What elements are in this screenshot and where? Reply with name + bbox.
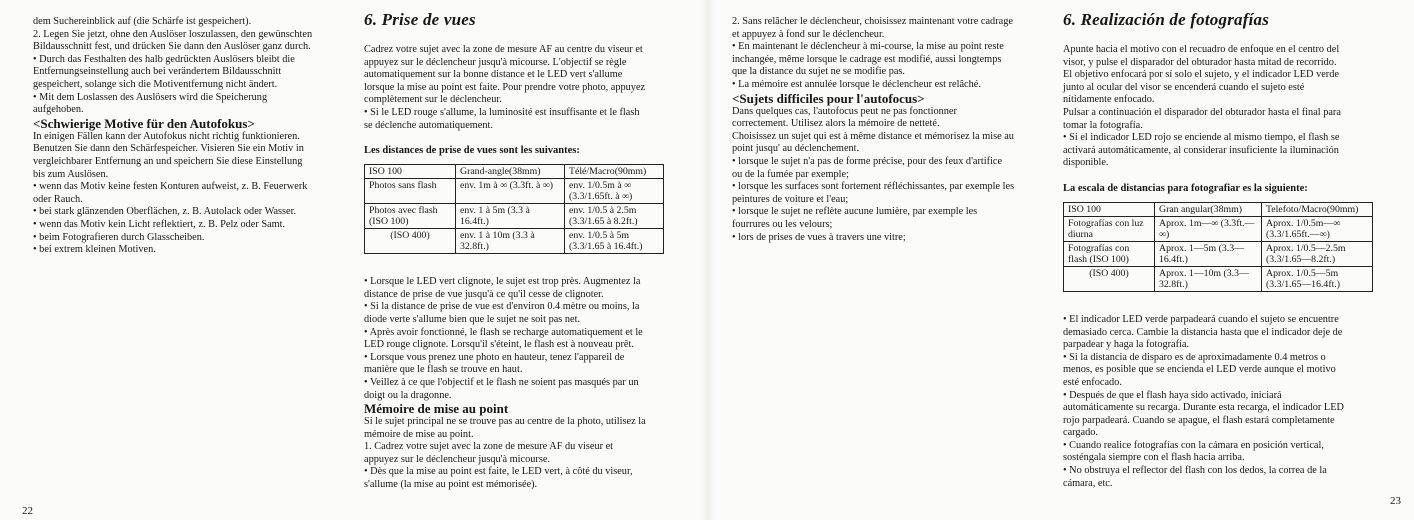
table-header: Télé/Macro(90mm) <box>565 165 664 179</box>
table-row <box>365 179 664 204</box>
text-line: Cadrez votre sujet avec la zone de mesure AF au centre du viseur et <box>364 44 643 55</box>
table-cell: Photos sans flash <box>365 179 456 204</box>
table-row <box>1064 266 1373 291</box>
text-line: • wenn das Motiv keine festen Konturen aufweist, z. B. Feuerwerk <box>33 181 308 193</box>
section-title: Realización de fotografías <box>1080 10 1270 29</box>
text-line: complètement sur le déclencheur. <box>364 94 502 106</box>
text-line: automatiquement sur la bonne distance et le LED vert s'allume <box>364 69 623 81</box>
text-line: Pulsar a continuación el disparador del obturador hasta el final para <box>1063 106 1341 118</box>
text-line: In einigen Fällen kann der Autofokus nicht richtig funktionieren. <box>33 130 300 142</box>
distance-table <box>364 164 664 254</box>
table-cell: env. 1/0.5 à 2.5m (3.3/1.65 à 8.2ft.) <box>565 204 664 229</box>
text-line: 2. Legen Sie jetzt, ohne den Auslöser loszulassen, den gewünschten <box>33 28 313 40</box>
text-line: distance de prise de vue jusqu'à ce qu'il cesse de clignoter. <box>364 288 604 300</box>
table-row <box>365 204 664 229</box>
page-number-left: 22 <box>22 505 33 517</box>
table-cell: Aprox. 1m—∞ (3.3ft.—∞) <box>1155 216 1262 241</box>
french-focus-memory <box>364 416 674 492</box>
text-line: • El indicador LED verde parpadeará cuando el sujeto se encuentre <box>1063 313 1339 325</box>
text-line: • Veillez à ce que l'objectif et le flash ne soient pas masqués par un <box>364 376 639 388</box>
text-line: El objetivo enfocará por sí solo el sujeto, y el indicador LED verde <box>1063 69 1339 81</box>
text-line: 1. Cadrez votre sujet avec la zone de mesure AF du viseur et <box>364 441 614 453</box>
french-intro <box>364 44 674 132</box>
table-header: Grand-angle(38mm) <box>456 165 565 179</box>
text-line: • Si la distance de prise de vue est d'environ 0.4 mètre ou moins, la <box>364 301 640 313</box>
spanish-column <box>1063 10 1378 490</box>
table-cell: Aprox. 1/0.5—5m (3.3/1.65—16.4ft.) <box>1262 266 1373 291</box>
text-line: • Dès que la mise au point est faite, le LED vert, à côté du viseur, <box>364 466 633 478</box>
text-line: nítidamente enfocado. <box>1063 94 1155 106</box>
table-row <box>1064 241 1373 266</box>
text-line: • Después de que el flash haya sido activado, iniciará <box>1063 389 1282 401</box>
text-line: inchangée, même lorsque le cadrage est modifié, aussi longtemps <box>732 53 1002 65</box>
text-line: • En maintenant le déclencheur à mi-course, la mise au point reste <box>732 41 1004 53</box>
french2-text-2 <box>732 106 1037 245</box>
text-line: correctement. Utilisez alors la mémoire de netteté. <box>732 118 940 130</box>
text-line: bis zum Auslösen. <box>33 168 109 180</box>
table-header: ISO 100 <box>365 165 456 179</box>
table-cell: env. 1/0.5 à 5m (3.3/1.65 à 16.4ft.) <box>565 229 664 254</box>
text-line: • lorsque le sujet n'a pas de forme précise, pour des feux d'artifice <box>732 155 1003 167</box>
text-line: sosténgala siempre con el flash hacia arriba. <box>1063 452 1245 464</box>
text-line: demasiado cerca. Cambie la distancia hasta que el indicador deje de <box>1063 326 1343 338</box>
text-line: appuyez sur le déclencheur jusqu'à micourse. L'objectif se règle <box>364 56 627 68</box>
text-line: appuyez sur le déclencheur jusqu'à micourse. <box>364 453 550 465</box>
spanish-intro <box>1063 44 1378 170</box>
text-line: Apunte hacia el motivo con el recuadro de enfoque en el centro del <box>1063 44 1340 55</box>
text-line: visor, y pulse el disparador del obturador hasta mitad de recorrido. <box>1063 56 1337 68</box>
book-spine <box>700 0 716 520</box>
text-line: • Cuando realice fotografías con la cámara en posición vertical, <box>1063 439 1324 451</box>
text-line: LED rouge clignote. Lorsqu'il s'éteint, le flash est à nouveau prêt. <box>364 339 634 351</box>
text-line: • lorsque le sujet ne reflète aucune lumière, par exemple les <box>732 206 978 218</box>
text-line: • wenn das Motiv kein Licht reflektiert, z. B. Pelz oder Samt. <box>33 218 286 230</box>
table-cell: Photos avec flash (ISO 100) <box>365 204 456 229</box>
table-title: Les distances de prise de vues sont les suivantes: <box>364 145 580 157</box>
text-line: et appuyez à fond sur le déclencheur. <box>732 28 885 40</box>
text-line: • Si la distancia de disparo es de aproximadamente 0.4 metros o <box>1063 351 1326 363</box>
spanish-notes <box>1063 314 1378 490</box>
table-row <box>1064 216 1373 241</box>
french-notes <box>364 276 674 402</box>
text-line: • lors de prises de vues à travers une vitre; <box>732 231 906 243</box>
table-header-row <box>1064 202 1373 216</box>
text-line: • Si el indicador LED rojo se enciende al mismo tiempo, el flash se <box>1063 132 1340 144</box>
text-line: Benutzen Sie dann den Schärfespeicher. Visieren Sie ein Motiv in <box>33 143 304 155</box>
text-line: Entfernungseinstellung auch bei verändertem Bildausschnitt <box>33 66 282 78</box>
text-line: • lorsque les surfaces sont fortement réfléchissantes, par exemple les <box>732 181 1015 193</box>
section-heading <box>1063 10 1378 30</box>
table-header: ISO 100 <box>1064 202 1155 216</box>
text-line: esté enfocado. <box>1063 376 1122 388</box>
text-line: peintures de voiture et l'eau; <box>732 193 849 205</box>
text-line: doigt ou la dragonne. <box>364 389 452 401</box>
german-text-2 <box>33 131 338 257</box>
page-number-right: 23 <box>1390 495 1401 507</box>
text-line: • Durch das Festhalten des halb gedrückten Auslösers bleibt die <box>33 53 295 65</box>
german-column <box>33 16 338 257</box>
table-cell: env. 1 à 5m (3.3 à 16.4ft.) <box>456 204 565 229</box>
section-subheading: <Schwierige Motive für den Autofokus> <box>33 115 255 131</box>
table-cell: env. 1m à ∞ (3.3ft. à ∞) <box>456 179 565 204</box>
text-line: vergleichbarer Entfernung an und speichern Sie diese Einstellung <box>33 155 303 167</box>
table-cell: Aprox. 1/0.5—2.5m (3.3/1.65—8.2ft.) <box>1262 241 1373 266</box>
text-line: Choisissez un sujet qui est à même distance et mémorisez la mise au <box>732 130 1014 142</box>
text-line: • La mémoire est annulée lorsque le déclencheur est relâché. <box>732 78 981 90</box>
table-header: Telefoto/Macro(90mm) <box>1262 202 1373 216</box>
text-line: • beim Fotografieren durch Glasscheiben. <box>33 231 205 243</box>
text-line: se déclenche automatiquement. <box>364 119 493 131</box>
table-cell: (ISO 400) <box>1064 266 1155 291</box>
text-line: • Lorsque vous prenez une photo en hauteur, tenez l'appareil de <box>364 351 625 363</box>
text-line: menos, es posible que se encienda el LED verde aunque el motivo <box>1063 364 1336 376</box>
text-line: ou de la fumée par exemple; <box>732 168 849 180</box>
table-cell: env. 1 à 10m (3.3 à 32.8ft.) <box>456 229 565 254</box>
text-line: diode verte s'allume bien que le sujet ne soit pas net. <box>364 313 581 325</box>
section-number: 6. <box>364 10 378 29</box>
text-line: cámara, etc. <box>1063 477 1113 489</box>
distance-table <box>1063 202 1373 292</box>
table-title: La escala de distancias para fotografiar es la siguiente: <box>1063 182 1308 194</box>
text-line: oder Rauch. <box>33 193 83 205</box>
text-line: dem Suchereinblick auf (die Schärfe ist gespeichert). <box>33 16 252 27</box>
text-line: s'allume (la mise au point est mémorisée). <box>364 479 538 491</box>
text-line: • No obstruya el reflector del flash con los dedos, la correa de la <box>1063 465 1327 477</box>
text-line: gespeichert, solange sich die Motiventfernung nicht ändert. <box>33 78 278 90</box>
text-line: disponible. <box>1063 157 1109 169</box>
table-cell: Aprox. 1—10m (3.3—32.8ft.) <box>1155 266 1262 291</box>
french-continued-column <box>732 16 1037 244</box>
text-line: cargado. <box>1063 427 1098 439</box>
text-line: 2. Sans relâcher le déclencheur, choisissez maintenant votre cadrage <box>732 16 1013 27</box>
french-column <box>364 10 674 492</box>
text-line: fourrures ou les velours; <box>732 218 833 230</box>
section-subheading: <Sujets difficiles pour l'autofocus> <box>732 90 925 106</box>
table-cell: Aprox. 1/0.5m—∞ (3.3/1.65ft.—∞) <box>1262 216 1373 241</box>
text-line: point jusqu' au déclenchement. <box>732 143 860 155</box>
french2-text <box>732 16 1037 92</box>
text-line: automáticamente su recarga. Durante esta recarga, el indicador LED <box>1063 402 1344 414</box>
german-text <box>33 16 338 117</box>
text-line: que la distance du sujet ne se modifie pas. <box>732 66 905 78</box>
text-line: rojo parpadeará. Cuando se apague, el flash estará completamente <box>1063 414 1335 426</box>
section-number: 6. <box>1063 10 1077 29</box>
text-line: • bei extrem kleinen Motiven. <box>33 244 156 256</box>
table-row <box>365 229 664 254</box>
text-line: • bei stark glänzenden Oberflächen, z. B. Autolack oder Wasser. <box>33 206 297 218</box>
table-cell: Fotografías con luz diurna <box>1064 216 1155 241</box>
text-line: junto al ocular del visor se encenderá cuando el sujeto esté <box>1063 81 1305 93</box>
table-cell: (ISO 400) <box>365 229 456 254</box>
table-header-row <box>365 165 664 179</box>
text-line: • Lorsque le LED vert clignote, le sujet est trop près. Augmentez la <box>364 276 641 288</box>
text-line: aufgehoben. <box>33 104 84 116</box>
text-line: • Mit dem Loslassen des Auslösers wird die Speicherung <box>33 91 268 103</box>
section-subheading: Mémoire de mise au point <box>364 401 509 417</box>
table-cell: Aprox. 1—5m (3.3—16.4ft.) <box>1155 241 1262 266</box>
text-line: Bildausschnitt fest, und drücken Sie dann den Auslöser ganz durch. <box>33 41 311 53</box>
text-line: Dans quelques cas, l'autofocus peut ne pas fonctionner <box>732 105 957 117</box>
text-line: activará automáticamente, al considerar insuficiente la iluminación <box>1063 144 1339 156</box>
text-line: parpadear y haga la fotografía. <box>1063 339 1190 351</box>
text-line: manière que le flash se trouve en haut. <box>364 364 523 376</box>
text-line: tomar la fotografía. <box>1063 119 1143 131</box>
table-cell: Fotografías con flash (ISO 100) <box>1064 241 1155 266</box>
text-line: lorsque la mise au point est faite. Pour prendre votre photo, appuyez <box>364 81 646 93</box>
table-cell: env. 1/0.5m à ∞ (3.3/1.65ft. à ∞) <box>565 179 664 204</box>
table-header: Gran angular(38mm) <box>1155 202 1262 216</box>
text-line: mémoire de mise au point. <box>364 428 474 440</box>
section-heading <box>364 10 674 30</box>
text-line: • Si le LED rouge s'allume, la luminosité est insuffisante et le flash <box>364 106 640 118</box>
text-line: • Après avoir fonctionné, le flash se recharge automatiquement et le <box>364 326 643 338</box>
section-title: Prise de vues <box>381 10 476 29</box>
text-line: Si le sujet principal ne se trouve pas au centre de la photo, utilisez la <box>364 416 646 428</box>
